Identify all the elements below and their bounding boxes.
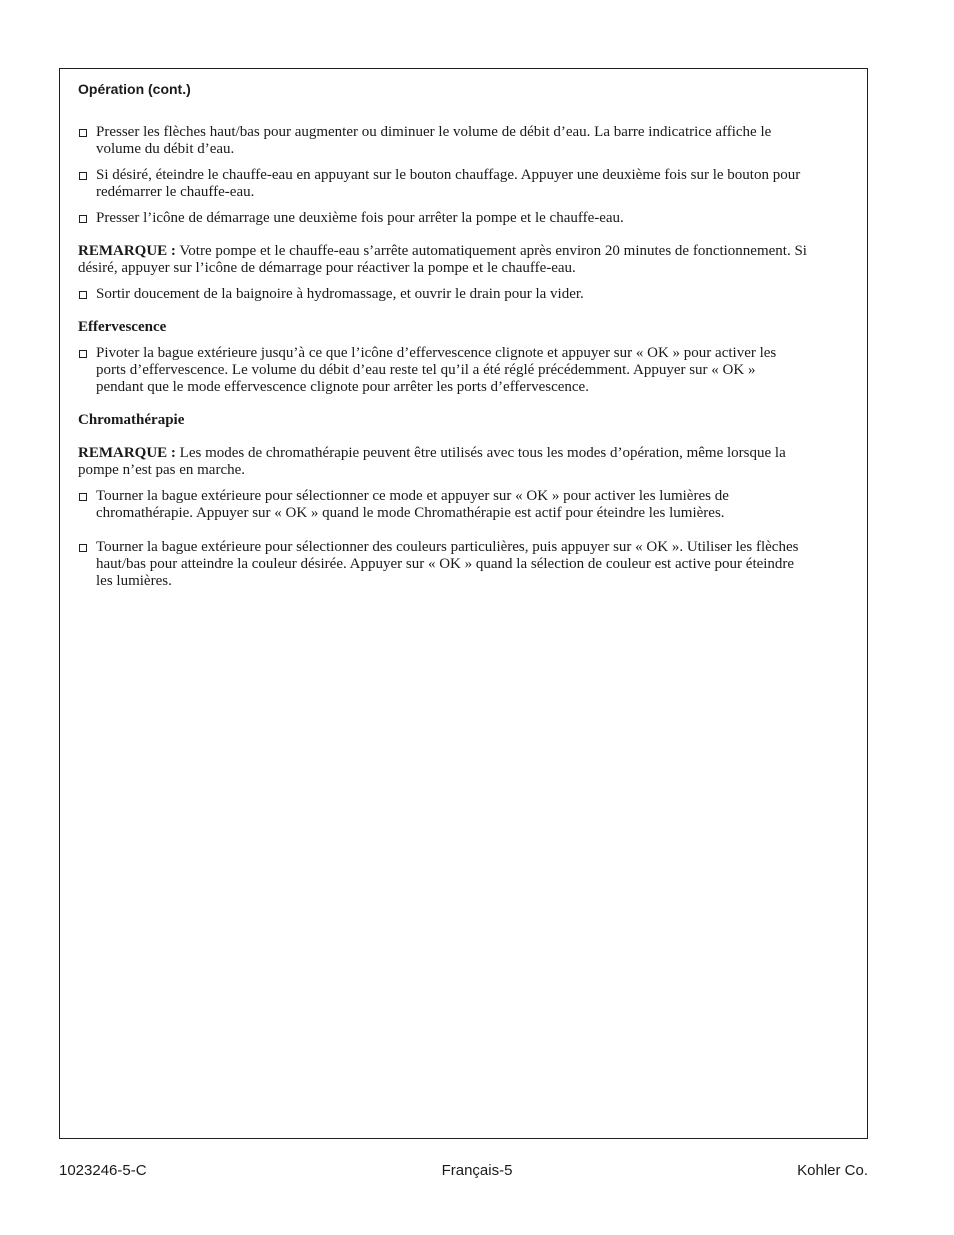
effervescence-heading: Effervescence <box>78 319 167 335</box>
footer-company: Kohler Co. <box>797 1162 868 1179</box>
list-item <box>78 286 828 303</box>
list-item-text: Tourner la bague extérieure pour sélectionner des couleurs particulières, puis appuyer sur « OK ». Utiliser les flèches haut/bas pour atteindre la couleur désirée. Appuyer sur « OK » quand la sélection de couleur est active pour éteindre les lumières. <box>96 539 799 589</box>
footer-page-number: Français-5 <box>441 1162 513 1179</box>
checkbox-square-icon <box>79 350 87 358</box>
note-pump-auto-stop <box>78 243 828 277</box>
list-item-text: Si désiré, éteindre le chauffe-eau en appuyant sur le bouton chauffage. Appuyer une deuxième fois sur le bouton pour redémarrer le chauffe-eau. <box>96 167 801 200</box>
list-item <box>78 345 796 396</box>
checkbox-square-icon <box>79 215 87 223</box>
list-item <box>78 539 811 590</box>
note-label: REMARQUE : <box>78 243 176 259</box>
footer-doc-number: 1023246-5-C <box>59 1162 147 1179</box>
list-item <box>78 124 796 158</box>
note-text: Votre pompe et le chauffe-eau s’arrête automatiquement après environ 20 minutes de fonctionnement. Si désiré, appuyer sur l’icône de démarrage pour réactiver la pompe et le chauffe-eau. <box>78 243 807 276</box>
checkbox-square-icon <box>79 291 87 299</box>
checkbox-square-icon <box>79 544 87 552</box>
list-item <box>78 167 801 201</box>
list-item-text: Presser l’icône de démarrage une deuxième fois pour arrêter la pompe et le chauffe-eau. <box>96 210 624 226</box>
page-content <box>78 81 828 599</box>
note-text: Les modes de chromathérapie peuvent être utilisés avec tous les modes d’opération, même lorsque la pompe n’est pas en marche. <box>78 445 786 478</box>
checkbox-square-icon <box>79 493 87 501</box>
list-item <box>78 210 828 227</box>
checkbox-square-icon <box>79 172 87 180</box>
content-frame <box>59 68 868 1139</box>
checkbox-square-icon <box>79 129 87 137</box>
list-item-text: Tourner la bague extérieure pour sélectionner ce mode et appuyer sur « OK » pour activer les lumières de chromathérapie. Appuyer sur « OK » quand le mode Chromathérapie est actif pour éteindre les lumières. <box>96 488 729 521</box>
note-label: REMARQUE : <box>78 445 176 461</box>
list-item <box>78 488 791 522</box>
section-title: Opération (cont.) <box>78 81 191 97</box>
list-item-text: Presser les flèches haut/bas pour augmenter ou diminuer le volume de débit d’eau. La barre indicatrice affiche le volume du débit d’eau. <box>96 124 772 157</box>
list-item-text: Pivoter la bague extérieure jusqu’à ce que l’icône d’effervescence clignote et appuyer sur « OK » pour activer les ports d’effervescence. Le volume du débit d’eau reste tel qu’il a été réglé précédemment. Appuyer sur « OK » pendant que le mode effervescence clignote pour arrêter les ports d’effervescence. <box>96 345 777 395</box>
note-chromatherapie <box>78 445 828 479</box>
list-item-text: Sortir doucement de la baignoire à hydromassage, et ouvrir le drain pour la vider. <box>96 286 584 302</box>
chromatherapie-heading: Chromathérapie <box>78 412 185 428</box>
